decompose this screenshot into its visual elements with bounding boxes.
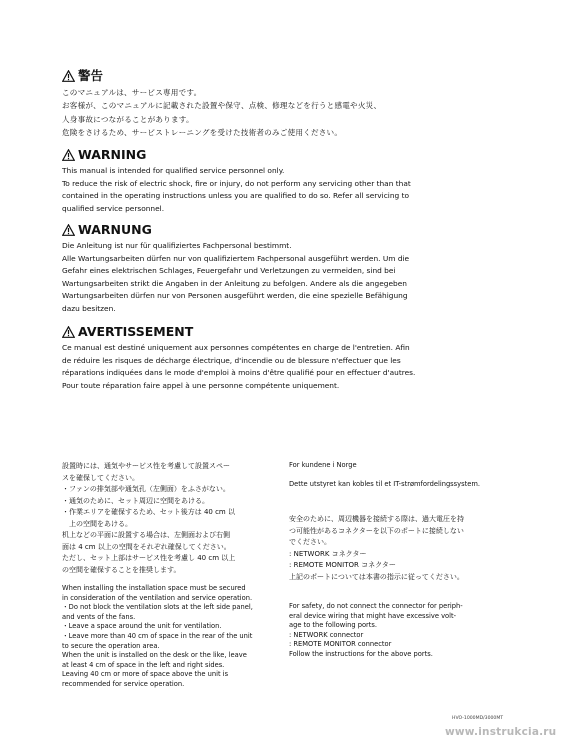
- text-line: つ可能性があるコネクターを以下のポートに接続しない: [289, 526, 464, 535]
- text-line: de réduire les risques de décharge électrique, d'incendie ou de blessure n'effectuer que les: [62, 355, 401, 365]
- warning-triangle-icon: [62, 224, 75, 236]
- text-line: : REMOTE MONITOR コネクター: [289, 561, 396, 569]
- text-line: ・Do not block the ventilation slots at the left side panel,: [62, 603, 253, 612]
- warning-triangle-icon: [62, 149, 75, 161]
- warning-block-ja: [62, 68, 502, 139]
- watermark-link[interactable]: www.instrukcia.ru: [445, 726, 557, 738]
- warning-triangle-icon: [62, 70, 75, 82]
- text-line: Gefahr eines elektrischen Schlages, Feuergefahr und Verletzungen zu vermeiden, sind bei: [62, 266, 396, 276]
- text-line: の空間を確保することを推奨します。: [62, 565, 181, 574]
- text-line: Alle Wartungsarbeiten dürfen nur von qualifiziertem Fachpersonal ausgeführt werden. Um die: [62, 253, 410, 263]
- text-line: For kundene i Norge: [289, 461, 357, 469]
- text-line: dazu besitzen.: [62, 303, 116, 313]
- text-line: This manual is intended for qualified service personnel only.: [62, 166, 285, 175]
- text-line: Dette utstyret kan kobles til et IT-strømfordelingssystem.: [289, 480, 480, 489]
- text-line: to secure the operation area.: [62, 641, 160, 650]
- text-line: : NETWORK connector: [289, 630, 364, 639]
- text-line: To reduce the risk of electric shock, fire or injury, do not perform any servicing other than that: [62, 178, 411, 188]
- text-line: Wartungsarbeiten dürfen nur von Personen ausgeführt werden, die eine spezielle Befähigung: [62, 291, 408, 301]
- left-column-en: [62, 584, 253, 690]
- text-line: recommended for service operation.: [62, 679, 185, 688]
- text-line: ・Leave a space around the unit for ventilation.: [62, 622, 222, 631]
- text-line: ・通気のために、セット周辺に空間をあける。: [62, 496, 209, 505]
- warning-block-de: [62, 222, 502, 316]
- text-line: このマニュアルは、サービス専用です。: [62, 88, 202, 97]
- text-line: eral device wiring that might have excessive volt-: [289, 611, 457, 620]
- warning-title-text: 警告: [78, 68, 104, 83]
- text-line: Leaving 40 cm or more of space above the unit is: [62, 670, 229, 679]
- text-line: age to the following ports.: [289, 621, 378, 630]
- right-column-en: [289, 602, 463, 660]
- text-line: でください。: [289, 538, 331, 546]
- text-line: at least 4 cm of space in the left and right sides.: [62, 660, 225, 669]
- text-line: Die Anleitung ist nur für qualifiziertes Fachpersonal bestimmt.: [62, 241, 292, 250]
- text-line: 危険をさけるため、サービストレーニングを受けた技術者のみご使用ください。: [62, 127, 343, 137]
- text-line: 人身事故につながることがあります。: [62, 114, 194, 124]
- text-line: 面は 4 cm 以上の空間をそれぞれ確保してください。: [62, 542, 231, 551]
- text-line: contained in the operating instructions unless you are qualified to do so. Refer all servicing to: [62, 191, 409, 201]
- warning-triangle-icon: [62, 326, 75, 338]
- warning-title-text: AVERTISSEMENT: [78, 324, 194, 339]
- right-column-norway: [289, 461, 480, 490]
- warning-title-en: [62, 147, 502, 163]
- text-line: réparations indiquées dans le mode d'emploi à moins d'être qualifié pour en effectuer d'autres.: [62, 368, 416, 378]
- model-code: HVO-1000MD/3000MT: [452, 716, 504, 721]
- text-line: in consideration of the ventilation and service operation.: [62, 593, 253, 602]
- warning-title-fr: [62, 324, 502, 340]
- text-line: qualified service personnel.: [62, 203, 165, 213]
- text-line: スを確保してください。: [62, 473, 139, 482]
- warning-title-text: WARNING: [78, 147, 147, 162]
- warning-title-text: WARNUNG: [78, 222, 152, 237]
- left-column-ja: [62, 461, 235, 576]
- text-line: ただし、セット上部はサービス性を考慮し 40 cm 以上: [62, 554, 236, 562]
- text-line: ・作業エリアを確保するため、セット後方は 40 cm 以: [62, 508, 235, 516]
- text-line: 設置時には、通気やサービス性を考慮して設置スペー: [62, 462, 230, 470]
- text-line: お客様が、このマニュアルに記載された設置や保守、点検、修理などを行うと感電や火災、: [62, 101, 382, 111]
- right-column-ja: [289, 514, 464, 583]
- text-line: When installing the installation space must be secured: [62, 584, 246, 592]
- warning-title-ja: [62, 68, 502, 84]
- text-line: 上記のポートについては本書の指示に従ってください。: [289, 572, 464, 581]
- text-line: Follow the instructions for the above ports.: [289, 649, 433, 658]
- text-line: ・ファンの排気部や通気孔（左側面）をふさがない。: [62, 485, 230, 493]
- text-line: 上の空間をあける。: [62, 519, 132, 528]
- text-line: When the unit is installed on the desk or the like, leave: [62, 651, 247, 660]
- text-line: Wartungsarbeiten strikt die Angaben in der Anleitung zu befolgen. Andere als die angegeben: [62, 278, 407, 288]
- text-line: For safety, do not connect the connector for periph-: [289, 602, 463, 610]
- text-line: 安全のために、周辺機器を接続する際は、過大電圧を持: [289, 515, 464, 523]
- text-line: Pour toute réparation faire appel à une personne compétente uniquement.: [62, 380, 340, 390]
- warning-title-de: [62, 222, 502, 238]
- text-line: and vents of the fans.: [62, 612, 136, 621]
- text-line: ・Leave more than 40 cm of space in the rear of the unit: [62, 631, 253, 640]
- warning-block-en: [62, 147, 502, 215]
- text-line: 机上などの平面に設置する場合は、左側面および右側: [62, 531, 230, 539]
- text-line: : NETWORK コネクター: [289, 549, 367, 558]
- warning-block-fr: [62, 324, 502, 392]
- text-line: Ce manual est destiné uniquement aux personnes compétentes en charge de l'entretien. Afin: [62, 343, 410, 352]
- text-line: [289, 471, 480, 481]
- text-line: : REMOTE MONITOR connector: [289, 640, 392, 649]
